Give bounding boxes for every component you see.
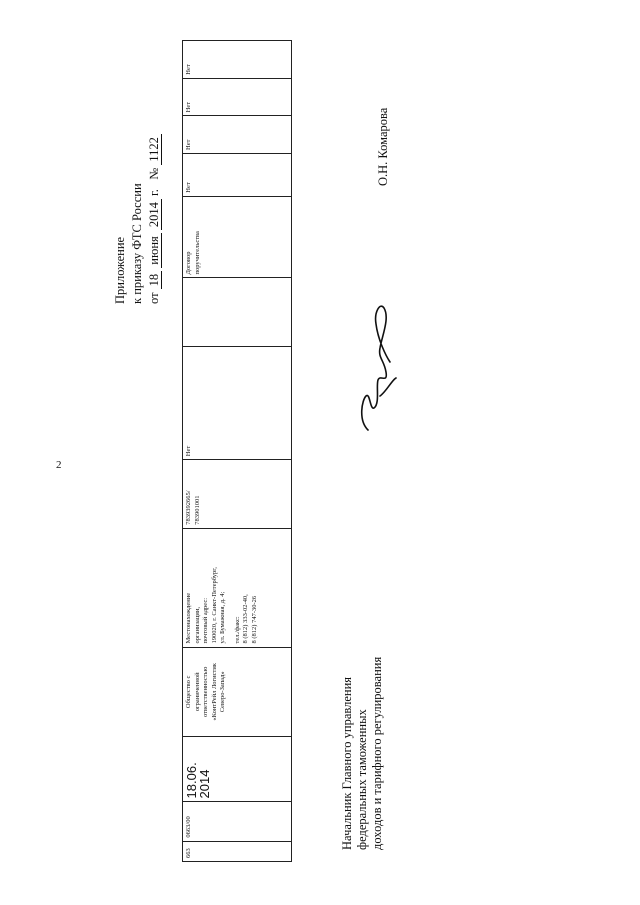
table-row — [183, 41, 292, 862]
address-line: 190020, г. Санкт-Петербург, — [210, 567, 218, 644]
cell-flag-4: Нет — [183, 41, 292, 79]
date-day: 18 — [147, 271, 162, 290]
address-line: ул. Бумажная, д. 4; — [219, 591, 226, 644]
position-line: Начальник Главного управления — [340, 676, 354, 850]
cell-branches: Нет — [183, 347, 292, 460]
org-name-line: Северо-Запад» — [219, 671, 226, 713]
page-number: 2 — [56, 459, 62, 471]
appendix-title: Приложение — [113, 236, 127, 304]
org-name-line: «КонтРейл Логистик — [210, 663, 218, 721]
date-line1: 18.06. — [184, 762, 199, 799]
insurance-line: Договор — [185, 251, 192, 275]
cell-flag-2: Нет — [183, 116, 292, 154]
cell-index: 663 — [183, 841, 292, 861]
address-line: почтовый адрес: — [202, 597, 209, 644]
registry-table-container — [182, 40, 292, 862]
cell-inn-kpp — [183, 460, 292, 528]
signatory-position — [340, 620, 400, 850]
cell-empty — [183, 278, 292, 347]
address-line: Местонахождение — [185, 592, 192, 644]
signatory-name: О.Н. Комарова — [376, 107, 390, 186]
registry-table — [182, 40, 292, 862]
date-month: июня — [147, 233, 162, 267]
number-sign: № — [147, 167, 161, 180]
cell-flag-3: Нет — [183, 78, 292, 116]
date-suffix: г. — [147, 189, 161, 196]
cell-reg-number: 0663/00 — [183, 802, 292, 841]
address-line: организации, — [193, 606, 201, 644]
kpp-line: 783901001 — [193, 495, 201, 525]
date-year: 2014 — [147, 199, 162, 230]
date-prefix: от — [147, 292, 161, 304]
address-line: 8 (812) 333-02-40, — [242, 594, 249, 644]
date-line2: 2014 — [197, 769, 212, 799]
org-name-line: ограниченной — [193, 672, 201, 712]
address-line: 8 (812) 747-30-26 — [250, 595, 258, 644]
order-reference: к приказу ФТС России — [130, 183, 144, 304]
cell-flag-1: Нет — [183, 153, 292, 196]
order-date-line — [147, 134, 162, 304]
cell-date — [183, 737, 292, 802]
handwritten-signature — [340, 300, 410, 440]
address-line: тел./факс: — [233, 616, 241, 644]
position-line: федеральных таможенных — [355, 709, 369, 850]
cell-address — [183, 528, 292, 647]
org-name-line: Общество с — [185, 675, 192, 709]
inn-line: 7839392665/ — [185, 490, 192, 525]
insurance-line: поручительства — [193, 231, 201, 275]
position-line: доходов и тарифного регулирования — [370, 656, 384, 850]
org-name-line: ответственностью — [202, 666, 209, 718]
cell-org-name — [183, 647, 292, 737]
cell-insurance — [183, 196, 292, 278]
order-number: 1122 — [147, 134, 162, 165]
